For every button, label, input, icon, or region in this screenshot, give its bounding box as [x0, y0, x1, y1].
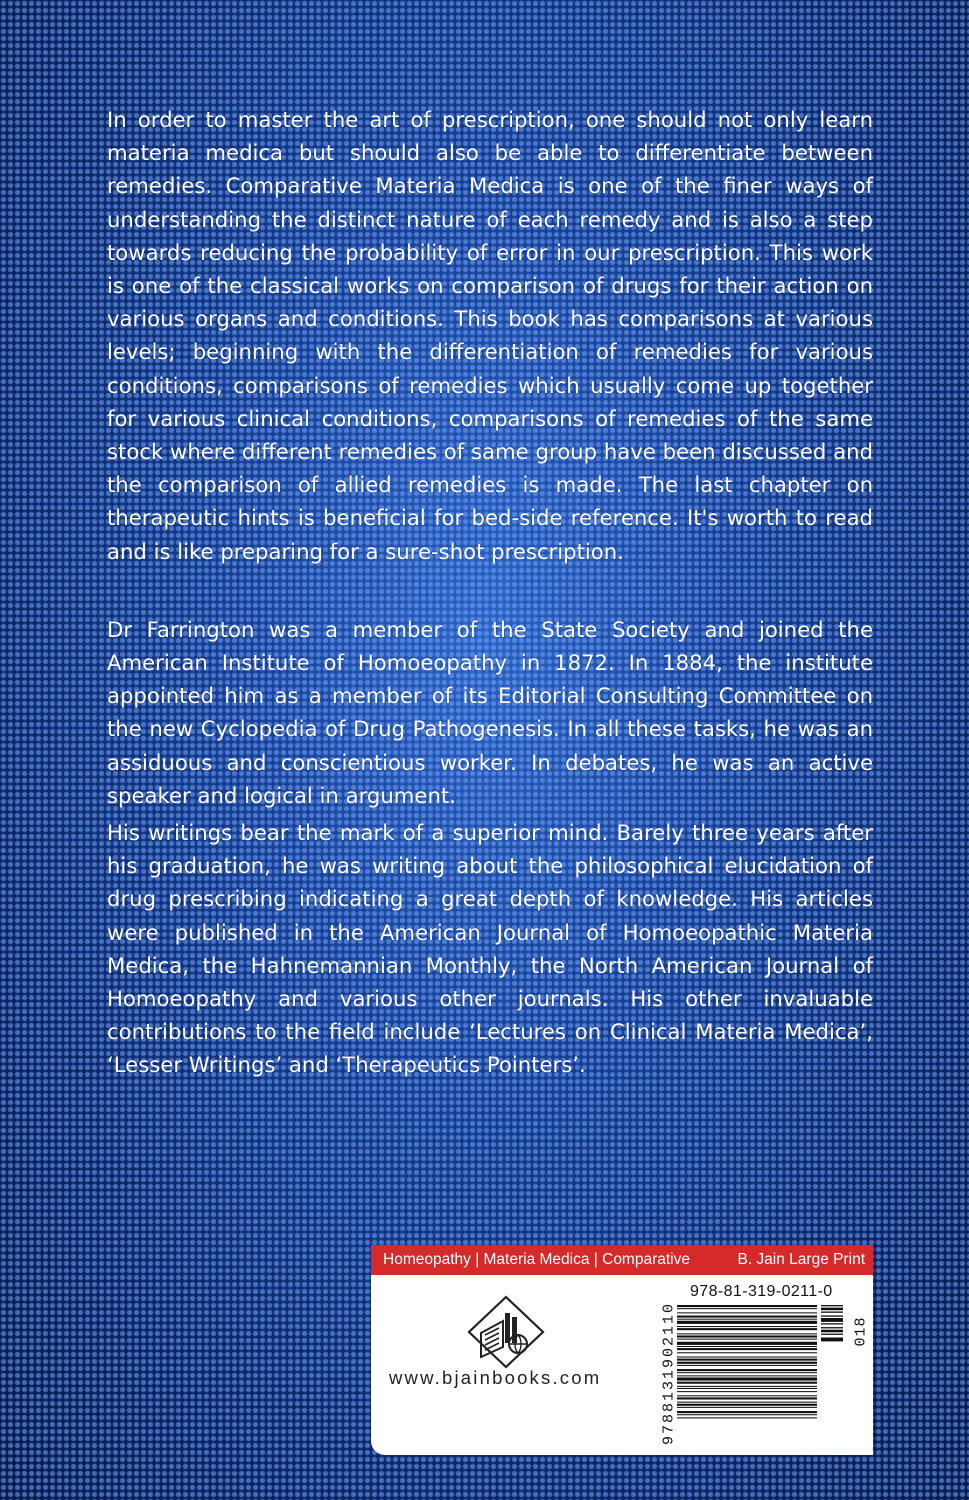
blurb-paragraph-book: In order to master the art of prescription, one should not only learn materia medica but should also be able to differentiate between remedies. Comparative Materia Medica is one of the finer ways of understanding the distinct nature of each remedy and is also a step towards reducing the probability of error in our prescription. This work is one of the classical works on comparison of drugs for their action on various organs and conditions. This book has comparisons at various levels; beginning with the differentiation of remedies for various conditions, comparisons of remedies which usually come up together for various clinical conditions, comparisons of remedies of the same stock where different remedies of same group have been discussed and the comparison of allied remedies is made. The last chapter on therapeutic hints is beneficial for bed-side reference. It's worth to read and is like preparing for a sure-shot prescription.: [107, 107, 873, 564]
barcode-bar: [677, 1411, 817, 1413]
isbn-barcode: [671, 1303, 846, 1449]
barcode-bar: [677, 1359, 817, 1361]
barcode-bar: [677, 1326, 817, 1327]
barcode-bar: [677, 1382, 817, 1384]
addon-digits-box: [851, 1303, 870, 1363]
barcode-bar: [677, 1386, 817, 1387]
barcode-bar: [677, 1312, 817, 1313]
barcode-bar: [677, 1333, 817, 1334]
category-tags: Homeopathy | Materia Medica | Comparative: [383, 1251, 690, 1268]
barcode-bar: [677, 1348, 817, 1350]
barcode-bar: [677, 1414, 817, 1415]
barcode-bar: [677, 1365, 817, 1366]
category-strip: [371, 1245, 873, 1275]
blurb-paragraph-author-writings: His writings bear the mark of a superior mind. Barely three years after his graduation, he was writing about the philosophical elucidation of drug prescribing indicating a great depth of knowledge. His articles were published in the American Journal of Homoeopathic Materia Medica, the Hahnemannian Monthly, the North American Journal of Homoeopathy and various other journals. His other invaluable contributions to the field include ‘Lectures on Clinical Materia Medica’, ‘Lesser Writings’ and ‘Therapeutics Pointers’.: [107, 820, 873, 1078]
addon-bar: [821, 1334, 843, 1335]
barcode-bar: [677, 1375, 817, 1376]
barcode-bar: [677, 1308, 817, 1309]
barcode-bar: [677, 1395, 817, 1396]
barcode-bar: [677, 1305, 817, 1307]
barcode-bar: [677, 1372, 817, 1373]
addon-digits: 018: [852, 1316, 870, 1347]
series-label: B. Jain Large Print: [737, 1251, 865, 1268]
addon-bar: [821, 1323, 843, 1324]
barcode-bar: [677, 1319, 817, 1320]
barcode-bar: [677, 1339, 817, 1340]
back-cover-blurb: [107, 103, 873, 1082]
addon-bar: [821, 1318, 843, 1322]
barcode-bar: [677, 1321, 817, 1324]
addon-bar: [821, 1330, 843, 1333]
barcode-bar: [677, 1407, 817, 1408]
barcode-bar: [677, 1328, 817, 1330]
barcode-bar: [677, 1316, 817, 1318]
barcode-bar: [677, 1362, 817, 1364]
barcode-panel: [371, 1245, 873, 1455]
isbn-number: 978-81-319-0211-0: [690, 1283, 833, 1300]
barcode-digits: 9788131902110: [660, 1301, 678, 1446]
barcode-bar: [677, 1402, 817, 1403]
blurb-paragraph-author-bio: Dr Farrington was a member of the State Society and joined the American Institute of Homoeopathy in 1872. In 1884, the institute appointed him as a member of its Editorial Consulting Committee on the new Cyclopedia of Drug Pathogenesis. In all these tasks, he was an assiduous and conscientious worker. In debates, he was an active speaker and logical in argument.: [107, 616, 873, 808]
addon-bar: [821, 1327, 843, 1328]
barcode-bar: [677, 1369, 817, 1371]
barcode-bar: [677, 1397, 817, 1399]
publisher-website: www.bjainbooks.com: [389, 1367, 602, 1388]
barcode-bar: [677, 1346, 817, 1347]
addon-bar: [821, 1312, 843, 1313]
barcode-bar: [677, 1388, 817, 1389]
barcode-bar: [677, 1352, 817, 1353]
addon-bar: [821, 1338, 843, 1342]
addon-bar: [821, 1308, 843, 1311]
barcode-digits-box: [658, 1301, 678, 1449]
barcode-bar: [677, 1335, 817, 1337]
addon-bar: [821, 1315, 843, 1316]
addon-bar: [821, 1305, 843, 1306]
barcode-bar: [677, 1356, 817, 1357]
publisher-logo-icon: [467, 1295, 545, 1369]
barcode-bar: [677, 1377, 817, 1380]
barcode-bar: [677, 1417, 817, 1418]
barcode-bar: [677, 1404, 817, 1406]
barcode-bar: [677, 1342, 817, 1345]
barcode-bar: [677, 1391, 817, 1392]
